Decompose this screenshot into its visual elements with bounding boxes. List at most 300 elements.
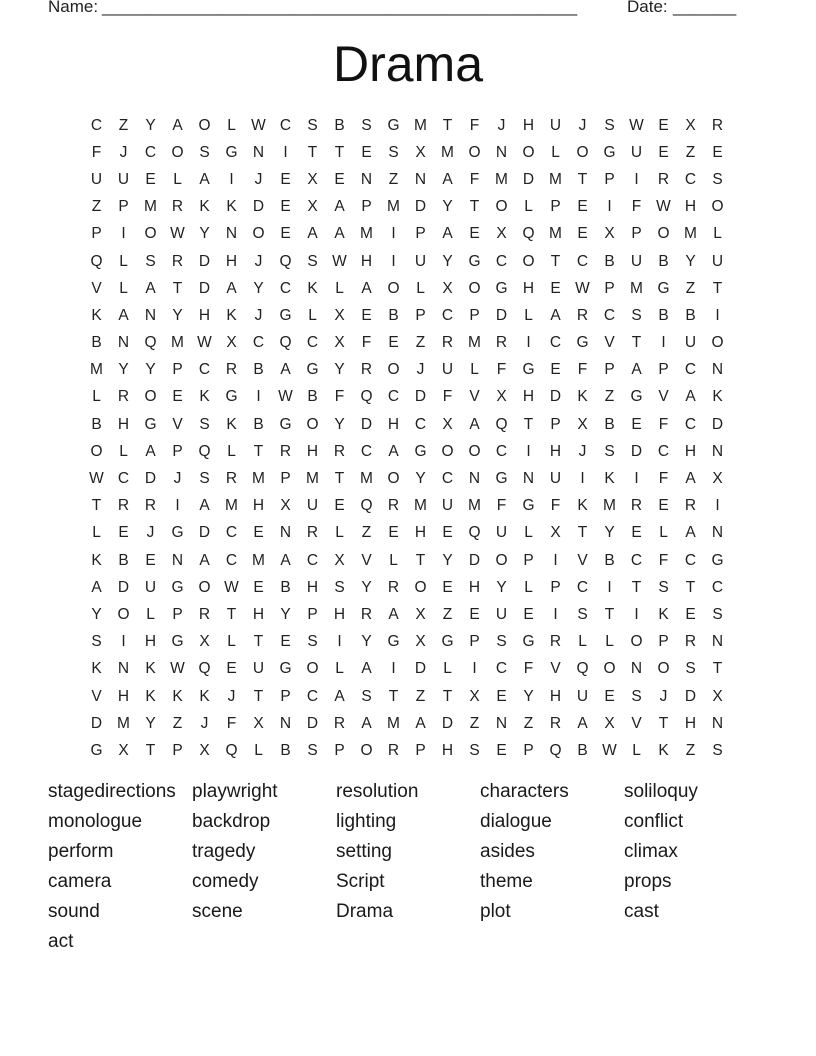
grid-letter: Z <box>685 143 696 161</box>
grid-letter: C <box>225 551 238 569</box>
grid-letter: M <box>468 497 481 515</box>
grid-letter: D <box>414 660 427 678</box>
grid-letter: X <box>496 225 507 243</box>
grid-letter: X <box>334 334 345 352</box>
grid-letter: G <box>306 361 319 379</box>
grid-letter: T <box>685 578 696 596</box>
grid-letter: U <box>684 334 697 352</box>
grid-letter: T <box>172 279 183 297</box>
grid-letter: H <box>522 116 535 134</box>
grid-letter: F <box>496 361 507 379</box>
grid-letter: H <box>549 687 562 705</box>
grid-letter: N <box>414 170 427 188</box>
grid-letter: C <box>684 415 697 433</box>
grid-letter: S <box>631 687 642 705</box>
word-list-item: monologue <box>48 811 143 832</box>
grid-letter: G <box>279 660 292 678</box>
grid-letter: X <box>712 470 723 488</box>
grid-letter: X <box>442 279 453 297</box>
grid-letter: L <box>389 551 398 569</box>
grid-letter: G <box>657 279 670 297</box>
date-label: Date: <box>627 0 668 16</box>
word-list-item: scene <box>192 901 243 922</box>
grid-letter: C <box>576 578 589 596</box>
grid-letter: C <box>441 470 454 488</box>
grid-letter: M <box>117 714 130 732</box>
grid-letter: C <box>495 660 508 678</box>
grid-letter: R <box>117 388 130 406</box>
grid-letter: L <box>335 660 344 678</box>
word-list-item: cast <box>624 901 659 922</box>
grid-letter: Q <box>522 225 535 243</box>
grid-letter: M <box>387 198 400 216</box>
grid-letter: H <box>549 442 562 460</box>
grid-letter: R <box>225 361 238 379</box>
grid-letter: E <box>334 497 345 515</box>
grid-letter: R <box>333 442 346 460</box>
grid-letter: T <box>253 633 264 651</box>
word-list-item: resolution <box>336 781 419 802</box>
grid-letter: F <box>442 388 453 406</box>
grid-letter: R <box>198 605 211 623</box>
grid-letter: U <box>630 252 643 270</box>
grid-letter: N <box>468 470 481 488</box>
grid-letter: N <box>144 306 157 324</box>
grid-letter: T <box>226 605 237 623</box>
grid-letter: O <box>414 578 427 596</box>
grid-letter: O <box>711 198 724 216</box>
grid-letter: B <box>253 415 264 433</box>
grid-letter: Z <box>442 605 453 623</box>
grid-letter: D <box>495 306 508 324</box>
word-list-item: act <box>48 931 74 952</box>
grid-letter: B <box>604 252 615 270</box>
grid-letter: N <box>171 551 184 569</box>
grid-letter: W <box>278 388 293 406</box>
grid-letter: M <box>549 170 562 188</box>
grid-letter: E <box>361 143 372 161</box>
grid-letter: C <box>657 442 670 460</box>
grid-letter: D <box>360 415 373 433</box>
grid-letter: D <box>144 470 157 488</box>
grid-letter: M <box>441 143 454 161</box>
grid-letter: O <box>657 660 670 678</box>
grid-letter: Y <box>334 415 345 433</box>
grid-letter: B <box>334 116 345 134</box>
grid-letter: S <box>658 578 669 596</box>
grid-letter: P <box>280 470 291 488</box>
grid-letter: K <box>658 741 669 759</box>
grid-letter: H <box>684 198 697 216</box>
grid-letter: A <box>415 714 426 732</box>
grid-letter: C <box>306 334 319 352</box>
grid-letter: R <box>360 605 373 623</box>
grid-letter: A <box>199 497 210 515</box>
grid-letter: U <box>144 578 157 596</box>
grid-letter: J <box>497 116 506 134</box>
grid-letter: L <box>713 225 722 243</box>
grid-letter: Y <box>496 578 507 596</box>
grid-letter: T <box>91 497 102 515</box>
grid-letter: Z <box>604 388 615 406</box>
grid-letter: S <box>334 578 345 596</box>
grid-letter: A <box>442 225 453 243</box>
grid-letter: F <box>469 116 480 134</box>
grid-letter: Y <box>442 198 453 216</box>
grid-letter: P <box>307 605 318 623</box>
grid-letter: T <box>253 442 264 460</box>
grid-letter: X <box>604 714 615 732</box>
word-list-item: theme <box>480 871 533 892</box>
grid-letter: Z <box>685 279 696 297</box>
grid-letter: C <box>414 415 427 433</box>
grid-letter: S <box>712 170 723 188</box>
grid-letter: J <box>227 687 236 705</box>
grid-letter: X <box>199 741 210 759</box>
grid-letter: C <box>684 361 697 379</box>
grid-letter: Q <box>90 252 103 270</box>
grid-letter: K <box>658 605 669 623</box>
grid-letter: A <box>361 660 372 678</box>
page-title: Drama <box>332 36 484 92</box>
grid-letter: A <box>199 170 210 188</box>
grid-letter: X <box>334 551 345 569</box>
grid-letter: O <box>522 252 535 270</box>
grid-letter: E <box>145 170 156 188</box>
grid-letter: J <box>578 116 587 134</box>
grid-letter: R <box>144 497 157 515</box>
grid-letter: I <box>526 442 531 460</box>
grid-letter: Y <box>199 225 210 243</box>
grid-letter: U <box>549 470 562 488</box>
grid-letter: Y <box>685 252 696 270</box>
grid-letter: H <box>306 442 319 460</box>
grid-letter: A <box>280 551 291 569</box>
grid-letter: G <box>144 415 157 433</box>
grid-letter: E <box>253 578 264 596</box>
grid-letter: D <box>549 388 562 406</box>
grid-letter: C <box>495 442 508 460</box>
grid-letter: M <box>630 279 643 297</box>
word-list-item: playwright <box>192 781 278 802</box>
grid-letter: X <box>334 306 345 324</box>
grid-letter: S <box>604 116 615 134</box>
grid-letter: O <box>306 415 319 433</box>
grid-letter: R <box>549 633 562 651</box>
grid-letter: Y <box>523 687 534 705</box>
grid-letter: C <box>603 306 616 324</box>
grid-letter: L <box>551 143 560 161</box>
grid-letter: I <box>256 388 261 406</box>
grid-letter: E <box>496 687 507 705</box>
grid-letter: S <box>469 741 480 759</box>
grid-letter: M <box>171 334 184 352</box>
grid-letter: O <box>144 388 157 406</box>
grid-letter: Y <box>415 470 426 488</box>
grid-letter: D <box>468 551 481 569</box>
grid-letter: A <box>361 714 372 732</box>
grid-letter: E <box>361 306 372 324</box>
grid-letter: I <box>553 551 558 569</box>
header-line <box>48 0 748 21</box>
grid-letter: E <box>550 361 561 379</box>
grid-letter: P <box>631 225 642 243</box>
grid-letter: A <box>118 306 129 324</box>
grid-letter: Z <box>388 170 399 188</box>
grid-letter: B <box>388 306 399 324</box>
grid-letter: I <box>634 170 639 188</box>
grid-letter: W <box>224 578 239 596</box>
grid-letter: P <box>469 306 480 324</box>
word-list-item: backdrop <box>192 811 271 832</box>
grid-letter: G <box>468 252 481 270</box>
grid-letter: I <box>607 578 612 596</box>
grid-letter: L <box>146 605 155 623</box>
grid-letter: E <box>226 660 237 678</box>
grid-letter: C <box>684 551 697 569</box>
grid-letter: F <box>631 198 642 216</box>
grid-letter: D <box>117 578 130 596</box>
grid-letter: L <box>524 578 533 596</box>
grid-letter: S <box>631 306 642 324</box>
grid-letter: E <box>550 279 561 297</box>
grid-letter: X <box>442 415 453 433</box>
grid-letter: D <box>198 524 211 542</box>
grid-letter: Z <box>523 714 534 732</box>
grid-letter: L <box>119 252 128 270</box>
grid-letter: Z <box>91 198 102 216</box>
grid-letter: L <box>227 633 236 651</box>
grid-letter: E <box>118 524 129 542</box>
grid-letter: S <box>199 470 210 488</box>
grid-letter: R <box>576 306 589 324</box>
grid-letter: R <box>711 116 724 134</box>
grid-letter: P <box>550 198 561 216</box>
grid-letter: B <box>91 415 102 433</box>
grid-letter: E <box>685 605 696 623</box>
grid-letter: Y <box>172 306 183 324</box>
grid-letter: L <box>524 306 533 324</box>
grid-letter: A <box>685 388 696 406</box>
grid-letter: R <box>279 442 292 460</box>
grid-letter: X <box>712 687 723 705</box>
word-list-item: conflict <box>624 811 684 832</box>
grid-letter: Z <box>415 334 426 352</box>
grid-letter: A <box>442 170 453 188</box>
grid-letter: D <box>414 388 427 406</box>
grid-letter: A <box>334 225 345 243</box>
grid-letter: T <box>631 578 642 596</box>
grid-letter: X <box>307 170 318 188</box>
grid-letter: F <box>577 361 588 379</box>
grid-letter: N <box>711 714 724 732</box>
grid-letter: A <box>361 279 372 297</box>
grid-letter: Y <box>118 361 129 379</box>
grid-letter: Z <box>118 116 129 134</box>
grid-letter: G <box>225 143 238 161</box>
grid-letter: O <box>468 442 481 460</box>
grid-letter: E <box>442 578 453 596</box>
grid-letter: I <box>283 143 288 161</box>
grid-letter: U <box>576 687 589 705</box>
grid-letter: B <box>91 334 102 352</box>
grid-letter: E <box>280 198 291 216</box>
word-list-item: Drama <box>336 901 394 922</box>
grid-letter: H <box>144 633 157 651</box>
grid-letter: B <box>685 306 696 324</box>
grid-letter: H <box>225 252 238 270</box>
grid-letter: E <box>712 143 723 161</box>
grid-letter: Z <box>361 524 372 542</box>
grid-letter: G <box>522 361 535 379</box>
grid-letter: M <box>414 497 427 515</box>
grid-letter: U <box>495 605 508 623</box>
grid-letter: E <box>388 334 399 352</box>
grid-letter: K <box>91 660 102 678</box>
grid-letter: L <box>524 198 533 216</box>
grid-letter: S <box>91 633 102 651</box>
grid-letter: K <box>577 388 588 406</box>
grid-letter: T <box>388 687 399 705</box>
grid-letter: A <box>226 279 237 297</box>
grid-letter: N <box>225 225 238 243</box>
grid-letter: D <box>90 714 103 732</box>
grid-letter: C <box>495 252 508 270</box>
grid-letter: J <box>119 143 128 161</box>
grid-letter: O <box>441 442 454 460</box>
grid-letter: U <box>441 361 454 379</box>
grid-letter: X <box>415 143 426 161</box>
grid-letter: S <box>388 143 399 161</box>
grid-letter: Y <box>145 714 156 732</box>
grid-letter: U <box>441 497 454 515</box>
grid-letter: H <box>684 714 697 732</box>
grid-letter: X <box>226 334 237 352</box>
grid-letter: O <box>576 143 589 161</box>
grid-letter: T <box>577 524 588 542</box>
grid-letter: I <box>607 198 612 216</box>
grid-letter: L <box>632 741 641 759</box>
grid-letter: S <box>199 143 210 161</box>
grid-letter: T <box>145 741 156 759</box>
grid-letter: P <box>91 225 102 243</box>
grid-letter: K <box>577 497 588 515</box>
grid-letter: X <box>550 524 561 542</box>
grid-letter: T <box>712 279 723 297</box>
grid-letter: S <box>199 415 210 433</box>
grid-letter: I <box>472 660 477 678</box>
grid-letter: L <box>227 116 236 134</box>
grid-letter: N <box>117 660 130 678</box>
grid-letter: N <box>711 524 724 542</box>
grid-letter: T <box>442 116 453 134</box>
grid-letter: F <box>469 170 480 188</box>
grid-letter: P <box>361 198 372 216</box>
grid-letter: B <box>577 741 588 759</box>
word-list-item: characters <box>480 781 569 802</box>
grid-letter: G <box>225 388 238 406</box>
grid-letter: C <box>306 687 319 705</box>
grid-letter: V <box>658 388 669 406</box>
grid-letter: O <box>387 361 400 379</box>
grid-letter: J <box>254 252 263 270</box>
grid-letter: N <box>711 633 724 651</box>
grid-letter: P <box>172 741 183 759</box>
grid-letter: H <box>522 279 535 297</box>
grid-letter: P <box>550 578 561 596</box>
grid-letter: G <box>171 524 184 542</box>
grid-letter: E <box>334 170 345 188</box>
grid-letter: R <box>684 633 697 651</box>
grid-letter: D <box>711 415 724 433</box>
grid-letter: A <box>631 361 642 379</box>
grid-letter: M <box>468 334 481 352</box>
grid-letter: W <box>656 198 671 216</box>
grid-letter: H <box>198 306 211 324</box>
grid-letter: Y <box>145 361 156 379</box>
grid-letter: K <box>226 415 237 433</box>
grid-letter: I <box>337 633 342 651</box>
grid-letter: K <box>712 388 723 406</box>
grid-letter: O <box>90 442 103 460</box>
grid-letter: T <box>658 714 669 732</box>
grid-letter: N <box>495 143 508 161</box>
grid-letter: X <box>415 605 426 623</box>
grid-letter: S <box>712 741 723 759</box>
grid-letter: V <box>604 334 615 352</box>
grid-letter: H <box>468 578 481 596</box>
letter-grid <box>83 112 731 765</box>
grid-letter: L <box>335 279 344 297</box>
grid-letter: E <box>631 524 642 542</box>
grid-letter: N <box>711 361 724 379</box>
grid-letter: Z <box>685 741 696 759</box>
grid-letter: N <box>522 470 535 488</box>
grid-letter: H <box>414 524 427 542</box>
grid-letter: L <box>470 361 479 379</box>
grid-letter: C <box>441 306 454 324</box>
grid-letter: P <box>604 170 615 188</box>
grid-letter: N <box>279 714 292 732</box>
grid-letter: C <box>360 442 373 460</box>
grid-letter: F <box>523 660 534 678</box>
grid-letter: K <box>199 687 210 705</box>
grid-letter: I <box>715 306 720 324</box>
grid-letter: I <box>391 225 396 243</box>
grid-letter: F <box>226 714 237 732</box>
grid-letter: V <box>631 714 642 732</box>
grid-letter: Y <box>280 605 291 623</box>
grid-letter: P <box>415 225 426 243</box>
grid-letter: L <box>92 388 101 406</box>
grid-letter: J <box>659 687 668 705</box>
grid-letter: P <box>280 687 291 705</box>
grid-letter: R <box>441 334 454 352</box>
grid-letter: Y <box>91 605 102 623</box>
grid-letter: U <box>549 116 562 134</box>
grid-letter: E <box>577 198 588 216</box>
grid-letter: H <box>252 605 265 623</box>
grid-letter: U <box>117 170 130 188</box>
grid-letter: X <box>280 497 291 515</box>
grid-letter: T <box>469 198 480 216</box>
grid-letter: X <box>199 633 210 651</box>
grid-letter: C <box>198 361 211 379</box>
grid-letter: Z <box>469 714 480 732</box>
grid-letter: P <box>172 442 183 460</box>
grid-letter: J <box>254 306 263 324</box>
grid-letter: V <box>91 687 102 705</box>
